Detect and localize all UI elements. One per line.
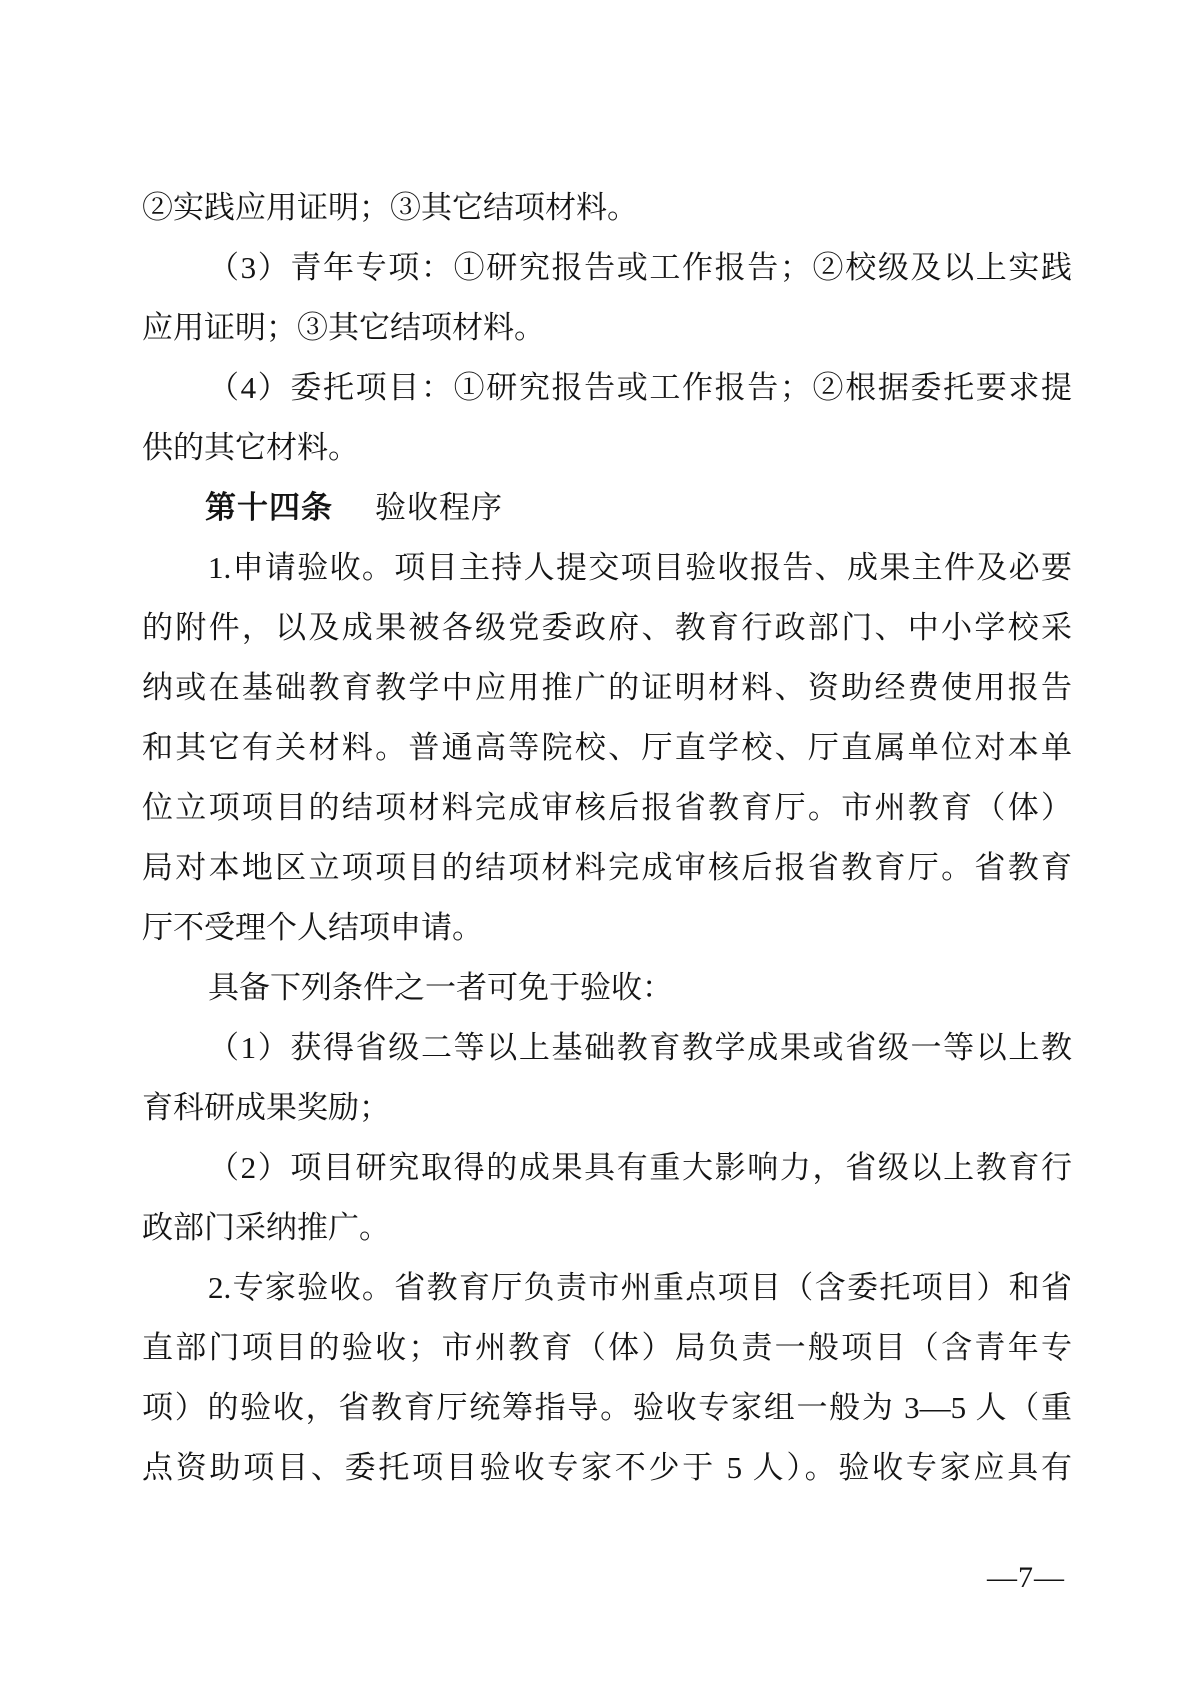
text-line: 厅不受理个人结项申请。 [142, 910, 483, 945]
text-line: （3）青年专项：①研究报告或工作报告；②校级及以上实践 [208, 250, 1072, 285]
text-line: ②实践应用证明；③其它结项材料。 [142, 190, 638, 225]
text-line: 供的其它材料。 [142, 430, 359, 465]
section-heading-title: 验收程序 [375, 490, 503, 525]
section-heading-number: 第十四条 [205, 490, 333, 525]
text-line: 具备下列条件之一者可免于验收： [208, 970, 673, 1005]
text-line: 2.专家验收。省教育厅负责市州重点项目（含委托项目）和省 [208, 1270, 1072, 1305]
text-line: 纳或在基础教育教学中应用推广的证明材料、资助经费使用报告 [142, 670, 1072, 705]
text-line: 和其它有关材料。普通高等院校、厅直学校、厅直属单位对本单 [142, 730, 1072, 765]
section-heading [142, 478, 1072, 538]
text-line: 1.申请验收。项目主持人提交项目验收报告、成果主件及必要 [208, 550, 1072, 585]
page-number: —7— [987, 1561, 1065, 1594]
text-line: 点资助项目、委托项目验收专家不少于 5 人）。验收专家应具有 [142, 1450, 1072, 1485]
text-line: 项）的验收，省教育厅统筹指导。验收专家组一般为 3—5 人（重 [142, 1390, 1072, 1425]
text-line: 直部门项目的验收；市州教育（体）局负责一般项目（含青年专 [142, 1330, 1072, 1365]
text-line: （2）项目研究取得的成果具有重大影响力，省级以上教育行 [208, 1150, 1072, 1185]
text-line: 局对本地区立项项目的结项材料完成审核后报省教育厅。省教育 [142, 850, 1072, 885]
text-line: 政部门采纳推广。 [142, 1210, 390, 1245]
text-block [142, 178, 1072, 1498]
text-line: 育科研成果奖励； [142, 1090, 390, 1125]
text-line: 应用证明；③其它结项材料。 [142, 310, 545, 345]
text-line: （1）获得省级二等以上基础教育教学成果或省级一等以上教 [208, 1030, 1072, 1065]
text-line: （4）委托项目：①研究报告或工作报告；②根据委托要求提 [208, 370, 1072, 405]
text-line: 位立项项目的结项材料完成审核后报省教育厅。市州教育（体） [142, 790, 1072, 825]
text-line: 的附件，以及成果被各级党委政府、教育行政部门、中小学校采 [142, 610, 1072, 645]
